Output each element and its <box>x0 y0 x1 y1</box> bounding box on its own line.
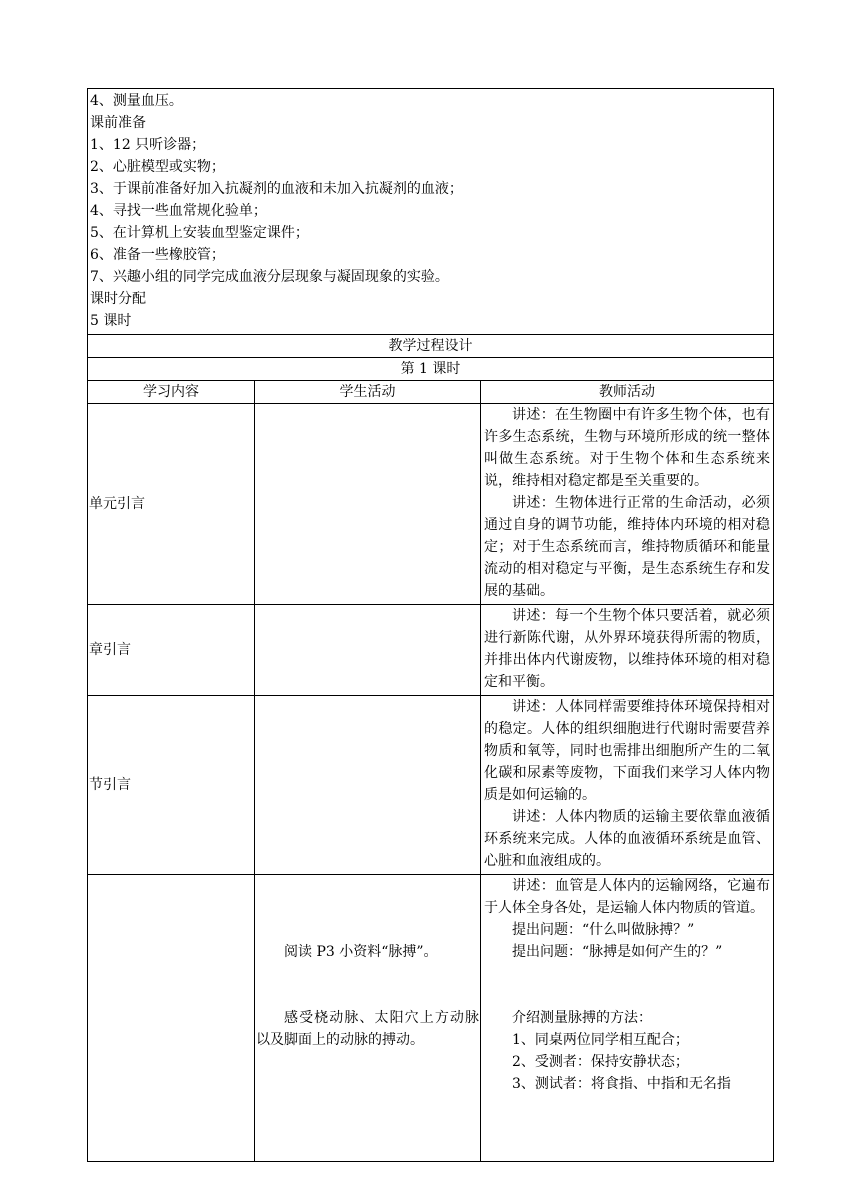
prep-line: 4、测量血压。 <box>90 93 183 109</box>
lesson-plan-table <box>87 88 774 1162</box>
teacher-cell <box>481 404 774 605</box>
prep-cell <box>88 89 774 335</box>
prep-heading: 课前准备 <box>90 115 146 131</box>
student-cell <box>255 875 481 1162</box>
teacher-paragraph: 提出问题：“脉搏是如何产生的？” <box>512 944 723 960</box>
teacher-paragraph: 提出问题：“什么叫做脉搏？” <box>512 922 695 938</box>
lesson-title: 第 1 课时 <box>88 358 774 381</box>
header-student: 学生活动 <box>255 381 481 404</box>
section-title-row <box>88 335 774 358</box>
prep-line: 4、寻找一些血常规化验单； <box>90 203 267 219</box>
content-cell: 章引言 <box>88 605 255 696</box>
content-cell: 节引言 <box>88 696 255 875</box>
prep-row <box>88 89 774 335</box>
content-cell: 单元引言 <box>88 404 255 605</box>
teacher-paragraph: 讲述：每一个生物个体只要活着，就必须进行新陈代谢，从外界环境获得所需的物质，并排出体内代谢废物，以维持体环境的相对稳定和平衡。 <box>484 608 770 690</box>
prep-line: 5、在计算机上安装血型鉴定课件； <box>90 225 309 241</box>
student-cell <box>255 404 481 605</box>
section-title: 教学过程设计 <box>88 335 774 358</box>
teacher-paragraph: 1、同桌两位同学相互配合； <box>512 1032 689 1048</box>
schedule-heading: 课时分配 <box>90 291 146 307</box>
teacher-paragraph: 介绍测量脉搏的方法： <box>512 1010 652 1026</box>
content-cell <box>88 875 255 1162</box>
teacher-paragraph: 讲述：在生物圈中有许多生物个体，也有许多生态系统，生物与环境所形成的统一整体叫做生态系统。对于生物个体和生态系统来说，维持相对稳定都是至关重要的。 <box>484 407 770 489</box>
lesson-title-row <box>88 358 774 381</box>
table-row <box>88 875 774 1162</box>
schedule-value: 5 课时 <box>90 313 132 329</box>
table-row <box>88 696 774 875</box>
header-teacher: 教师活动 <box>481 381 774 404</box>
teacher-paragraph: 讲述：人体同样需要维持体环境保持相对的稳定。人体的组织细胞进行代谢时需要营养物质和氧等，同时也需排出细胞所产生的二氧化碳和尿素等废物，下面我们来学习人体内物质是如何运输的。 <box>484 699 770 803</box>
student-paragraph: 阅读 P3 小资料“脉搏”。 <box>284 944 438 960</box>
header-row <box>88 381 774 404</box>
teacher-cell <box>481 605 774 696</box>
teacher-cell <box>481 696 774 875</box>
document-page <box>87 88 773 1162</box>
student-cell <box>255 605 481 696</box>
teacher-paragraph: 讲述：血管是人体内的运输网络，它遍布于人体全身各处，是运输人体内物质的管道。 <box>484 878 770 916</box>
table-row <box>88 404 774 605</box>
teacher-cell <box>481 875 774 1162</box>
teacher-paragraph: 讲述：生物体进行正常的生命活动，必须通过自身的调节功能，维持体内环境的相对稳定；对于生态系统而言，维持物质循环和能量流动的相对稳定与平衡，是生态系统生存和发展的基础。 <box>484 495 770 599</box>
teacher-paragraph: 2、受测者：保持安静状态； <box>512 1054 689 1070</box>
student-cell <box>255 696 481 875</box>
prep-line: 3、于课前准备好加入抗凝剂的血液和未加入抗凝剂的血液； <box>90 181 463 197</box>
header-content: 学习内容 <box>88 381 255 404</box>
prep-line: 6、准备一些橡胶管； <box>90 247 225 263</box>
teacher-paragraph: 讲述：人体内物质的运输主要依靠血液循环系统来完成。人体的血液循环系统是血管、心脏和血液组成的。 <box>484 809 770 869</box>
prep-line: 7、兴趣小组的同学完成血液分层现象与凝固现象的实验。 <box>90 269 449 285</box>
prep-line: 2、心脏模型或实物； <box>90 159 225 175</box>
table-row <box>88 605 774 696</box>
prep-line: 1、12 只听诊器； <box>90 137 206 153</box>
student-paragraph: 感受桡动脉、太阳穴上方动脉以及脚面上的动脉的搏动。 <box>256 1010 479 1048</box>
teacher-paragraph: 3、测试者：将食指、中指和无名指 <box>512 1076 731 1092</box>
